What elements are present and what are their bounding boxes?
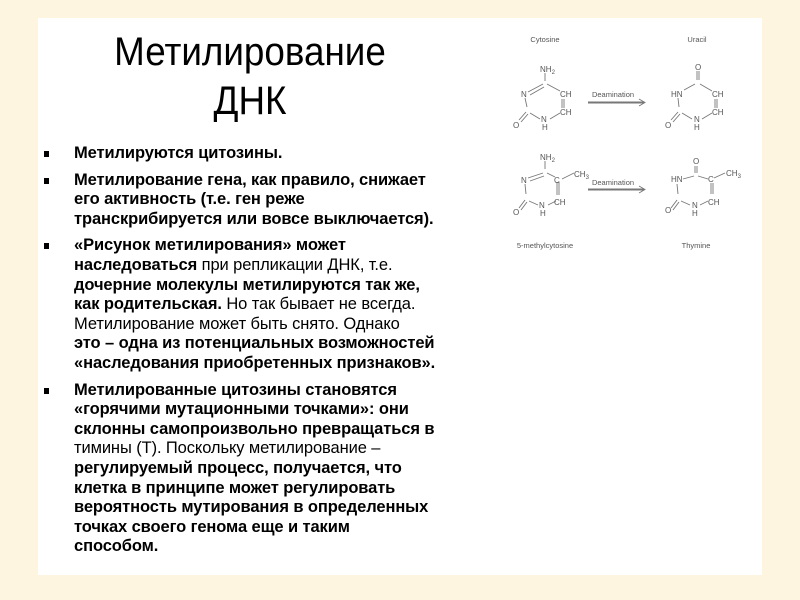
bullet-text-line: [74, 295, 498, 315]
cytosine-label: Cytosine: [530, 35, 560, 44]
bullet-list: [38, 144, 498, 564]
thymine-label: Thymine: [681, 241, 711, 250]
bullet-text-line: [74, 256, 498, 276]
bullet-text-line: «наследования приобретенных признаков».: [74, 353, 436, 372]
deamination-label-1: Deamination: [591, 90, 635, 99]
svg-text:CH: CH: [554, 198, 566, 207]
svg-text:N: N: [539, 201, 545, 210]
svg-text:O: O: [665, 121, 672, 130]
svg-text:CH: CH: [712, 90, 724, 99]
bullet-text-fragment: как родительская.: [74, 295, 227, 314]
bullet-text-fragment: при репликации ДНК, т.е.: [197, 255, 393, 274]
bullet-text-line: «Рисунок метилирования» может: [74, 236, 346, 255]
svg-text:N: N: [694, 115, 700, 124]
svg-text:N: N: [692, 201, 698, 210]
svg-text:N: N: [521, 176, 527, 185]
svg-text:CH3: $CH_3$: [574, 170, 589, 181]
slide-card: [38, 18, 762, 575]
uracil-label: Uracil: [687, 35, 707, 44]
svg-text:CH: CH: [560, 108, 572, 117]
svg-text:CH: CH: [708, 198, 720, 207]
svg-text:NH2: $NH_2$: [540, 153, 555, 164]
svg-text:O: O: [695, 63, 702, 72]
svg-text:CH3: $CH_3$: [726, 169, 741, 180]
svg-text:HN: HN: [671, 90, 683, 99]
svg-text:N: N: [521, 90, 527, 99]
emphasis-text: наследоваться: [74, 255, 198, 274]
svg-text:O: O: [693, 157, 700, 166]
bullet-square-icon: [44, 178, 49, 184]
bullet-square-icon: [44, 388, 49, 394]
svg-text:C: C: [708, 175, 714, 184]
bullet-item-3: [38, 236, 498, 373]
svg-text:CH: CH: [712, 108, 724, 117]
bullet-text-line: транскрибируется или вовсе выключается).: [74, 209, 434, 228]
svg-text:H: H: [694, 123, 700, 132]
bullet-square-icon: [44, 151, 49, 157]
deamination-label-2: Deamination: [591, 178, 635, 187]
svg-text:CH: CH: [560, 90, 572, 99]
bullet-text-fragment: Но так бывает не всегда.: [226, 295, 416, 314]
bullet-text-line: точках своего генома еще и таким: [74, 517, 350, 536]
cytosine-structure: [513, 65, 572, 132]
bullet-text-line: Метилированные цитозины становятся: [74, 380, 397, 399]
methylcytosine-label: 5-methylcytosine: [516, 241, 574, 250]
svg-text:C: C: [554, 176, 560, 185]
svg-text:H: H: [542, 123, 548, 132]
bullet-text-line: регулируемый процесс, получается, что: [74, 458, 402, 477]
bullet-item-2: [38, 171, 498, 230]
bullet-text-line: склонны самопроизвольно превращаться в: [74, 419, 435, 438]
thymine-structure: [665, 157, 742, 218]
bullet-text-line: «горячими мутационными точками»: они: [74, 400, 409, 419]
bullet-text-line: Метилирование может быть снято. Однако: [74, 314, 400, 333]
bullet-item-1: [38, 144, 498, 164]
methylcytosine-structure: [513, 153, 590, 218]
deamination-diagram: [490, 18, 762, 258]
bullet-text-line: Метилирование гена, как правило, снижает: [74, 170, 426, 189]
bullet-text-line: это – одна из потенциальных возможностей: [74, 334, 435, 353]
title-line-1: Метилирование: [114, 30, 386, 74]
bullet-text-line: дочерние молекулы метилируются так же,: [74, 275, 420, 294]
bullet-square-icon: [44, 243, 49, 249]
bullet-text-line: вероятность мутирования в определенных: [74, 498, 429, 517]
svg-text:H: H: [692, 209, 698, 218]
bullet-text-line: клетка в принципе может регулировать: [74, 478, 396, 497]
bullet-item-4: [38, 381, 498, 557]
svg-text:HN: HN: [671, 175, 683, 184]
slide-title: [55, 28, 445, 126]
bullet-text-line: способом.: [74, 537, 159, 556]
bullet-text-line: Метилируются цитозины.: [74, 144, 283, 162]
svg-text:O: O: [513, 121, 520, 130]
bullet-text-line: тимины (Т). Поскольку метилирование –: [74, 439, 381, 458]
svg-text:H: H: [540, 209, 546, 218]
svg-text:O: O: [665, 206, 672, 215]
title-line-2: ДНК: [213, 79, 287, 123]
svg-text:NH2: $NH_2$: [540, 65, 555, 76]
bullet-text-line: его активность (т.е. ген реже: [74, 190, 305, 209]
svg-text:O: O: [513, 208, 520, 217]
svg-text:N: N: [541, 115, 547, 124]
